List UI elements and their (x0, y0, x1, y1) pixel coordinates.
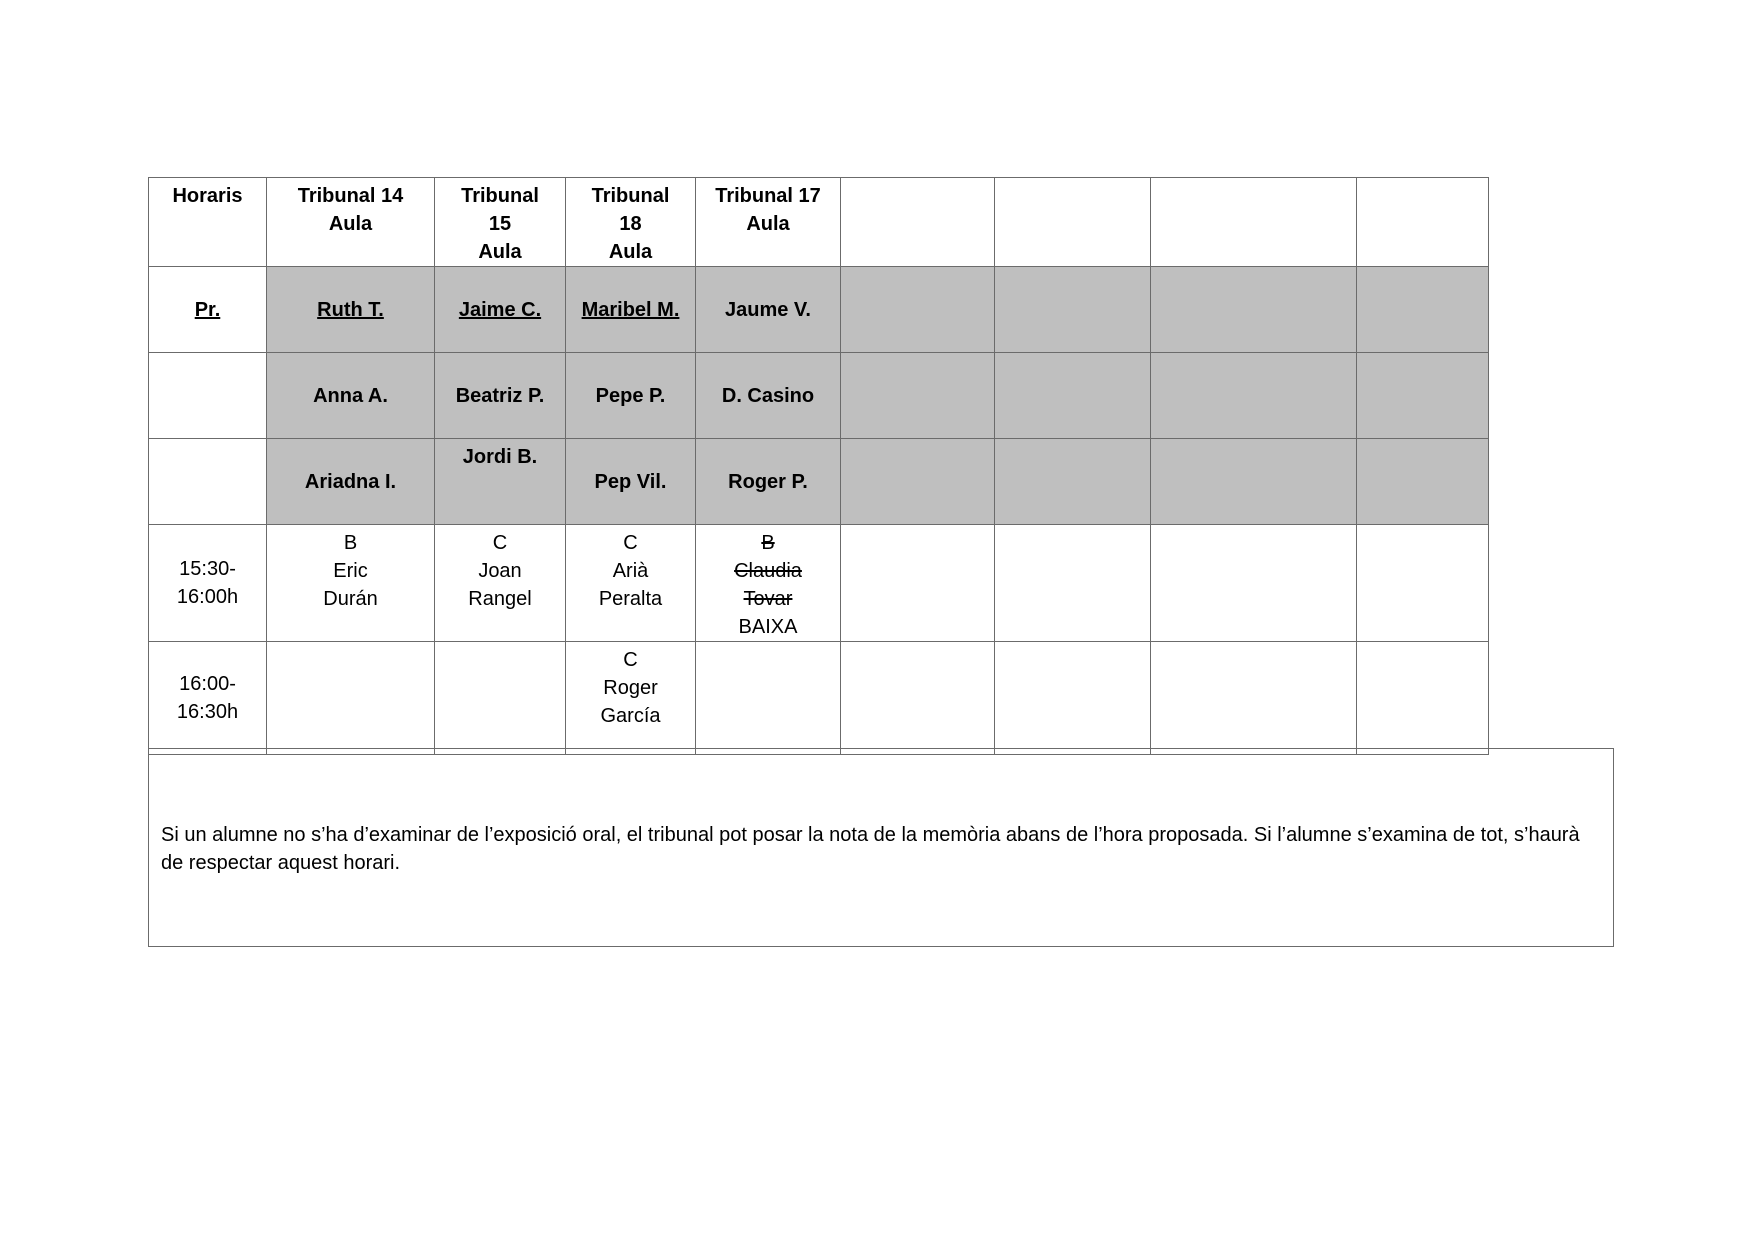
student-cell: C Arià Peralta (566, 525, 696, 642)
student-cell: B Eric Durán (267, 525, 435, 642)
time-cell: 16:00- 16:30h (149, 642, 267, 755)
empty-cell (149, 439, 267, 525)
member-cell: Anna A. (267, 353, 435, 439)
member-row-1 (149, 267, 1489, 353)
empty-cell (1357, 642, 1489, 755)
empty-cell (1151, 439, 1357, 525)
empty-cell (1357, 178, 1489, 267)
header-tribunal-15: Tribunal 15 Aula (435, 178, 566, 267)
empty-cell (696, 642, 841, 755)
empty-cell (1357, 267, 1489, 353)
empty-cell (435, 642, 566, 755)
time-cell: 15:30- 16:00h (149, 525, 267, 642)
header-horaris: Horaris (149, 178, 267, 267)
member-cell: D. Casino (696, 353, 841, 439)
empty-cell (841, 642, 995, 755)
member-row-2 (149, 353, 1489, 439)
empty-cell (995, 178, 1151, 267)
withdrawn-status: BAIXA (738, 616, 798, 638)
schedule-table (148, 177, 1489, 755)
header-tribunal-14: Tribunal 14 Aula (267, 178, 435, 267)
empty-cell (841, 178, 995, 267)
empty-cell (995, 353, 1151, 439)
empty-cell (995, 525, 1151, 642)
empty-cell (995, 267, 1151, 353)
member-cell: Jaime C. (435, 267, 566, 353)
member-cell: Jordi B. (435, 439, 566, 525)
empty-cell (995, 642, 1151, 755)
member-cell: Maribel M. (566, 267, 696, 353)
header-row (149, 178, 1489, 267)
header-tribunal-18: Tribunal 18 Aula (566, 178, 696, 267)
empty-cell (149, 353, 267, 439)
empty-cell (1151, 642, 1357, 755)
empty-cell (267, 642, 435, 755)
note-box (148, 748, 1614, 947)
empty-cell (1357, 439, 1489, 525)
empty-cell (1357, 525, 1489, 642)
empty-cell (1151, 525, 1357, 642)
member-cell: Roger P. (696, 439, 841, 525)
header-tribunal-17: Tribunal 17 Aula (696, 178, 841, 267)
empty-cell (1151, 353, 1357, 439)
student-cell: C Joan Rangel (435, 525, 566, 642)
empty-cell (841, 525, 995, 642)
empty-cell (1357, 353, 1489, 439)
member-cell: Pepe P. (566, 353, 696, 439)
note-text: Si un alumne no s’ha d’examinar de l’exposició oral, el tribunal pot posar la nota de la memòria abans de l’hora proposada. Si l’alumne s’examina de tot, s’haurà de respectar aquest horari. (161, 824, 1580, 874)
empty-cell (1151, 267, 1357, 353)
empty-cell (841, 267, 995, 353)
member-cell: Ruth T. (267, 267, 435, 353)
student-cell: C Roger García (566, 642, 696, 755)
empty-cell (995, 439, 1151, 525)
student-cell-withdrawn: B Claudia Tovar BAIXA (696, 525, 841, 642)
member-cell: Ariadna I. (267, 439, 435, 525)
empty-cell (841, 353, 995, 439)
member-row-3 (149, 439, 1489, 525)
slot-row-1 (149, 525, 1489, 642)
member-cell: Beatriz P. (435, 353, 566, 439)
member-cell: Jaume V. (696, 267, 841, 353)
empty-cell (1151, 178, 1357, 267)
empty-cell (841, 439, 995, 525)
president-label: Pr. (149, 267, 267, 353)
member-cell: Pep Vil. (566, 439, 696, 525)
slot-row-2 (149, 642, 1489, 755)
